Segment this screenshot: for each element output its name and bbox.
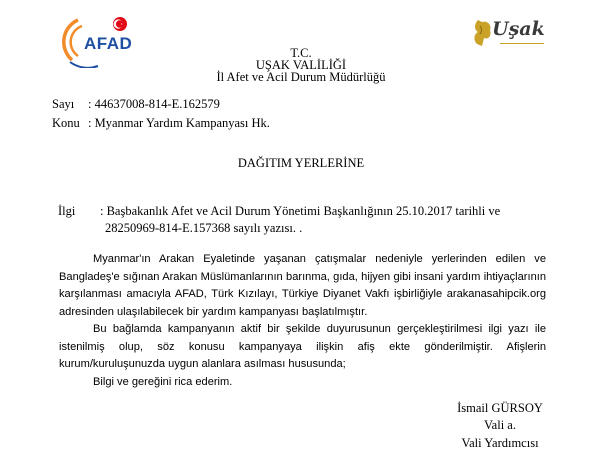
konu-label: Konu [52,116,80,130]
ilgi-label: İlgi [58,204,76,218]
ilgi-line1: : Başbakanlık Afet ve Acil Durum Yönetimi Başkanlığının 25.10.2017 tarihli ve [100,204,501,218]
header-directorate: İl Afet ve Acil Durum Müdürlüğü [216,70,386,84]
body-paragraph-2: Bu bağlamda kampanyanın aktif bir şekilde duyurusunun gerçekleştirilmesi ilgi yazı ile istenilmiş olup, söz konusu kampanyaya ilişkin afiş ekte gönderilmiştir. Afişlerin kurum/kuruluşunuzda uygun alanlara asılması hususunda; [59,323,546,370]
konu-value: : Myanmar Yardım Kampanyası Hk. [88,116,270,130]
sayi-value: : 44637008-814-E.162579 [88,97,220,111]
signature-block [445,402,555,450]
signatory-title-1: Vali a. [484,418,516,432]
usak-logo-underline [500,43,544,44]
body-paragraph-3: Bilgi ve gereğini rica ederim. [93,375,233,388]
afad-logo-text: AFAD [84,34,133,53]
signatory-title-2: Vali Yardımcısı [461,436,539,450]
signatory-name: İsmail GÜRSOY [457,401,543,415]
header-tc: T.C. [290,46,312,60]
usak-logo-text: Uşak [492,18,545,40]
sayi-label: Sayı [52,97,75,111]
header-governorship: UŞAK VALİLİĞİ [255,58,347,72]
ilgi-line2: 28250969-814-E.157368 sayılı yazısı. . [105,221,303,235]
letter-body [59,251,546,391]
body-paragraph-1: Myanmar'ın Arakan Eyaletinde yaşanan çatışmalar nedeniyle yerlerinden edilen ve Bangladeş'e sığınan Arakan Müslümanlarının barınma, gıda, hijyen gibi insani yardım ihtiyaçlarının karşılanması amacıyla AFAD, Türk Kızılayı, Türkiye Diyanet Vakfı işbirliğiyle arakanasahipcik.org adresinden ulaşılabilecek bir yardım kampanyası başlatılmıştır. [59,253,546,318]
recipient: DAĞITIM YERLERİNE [237,156,365,170]
